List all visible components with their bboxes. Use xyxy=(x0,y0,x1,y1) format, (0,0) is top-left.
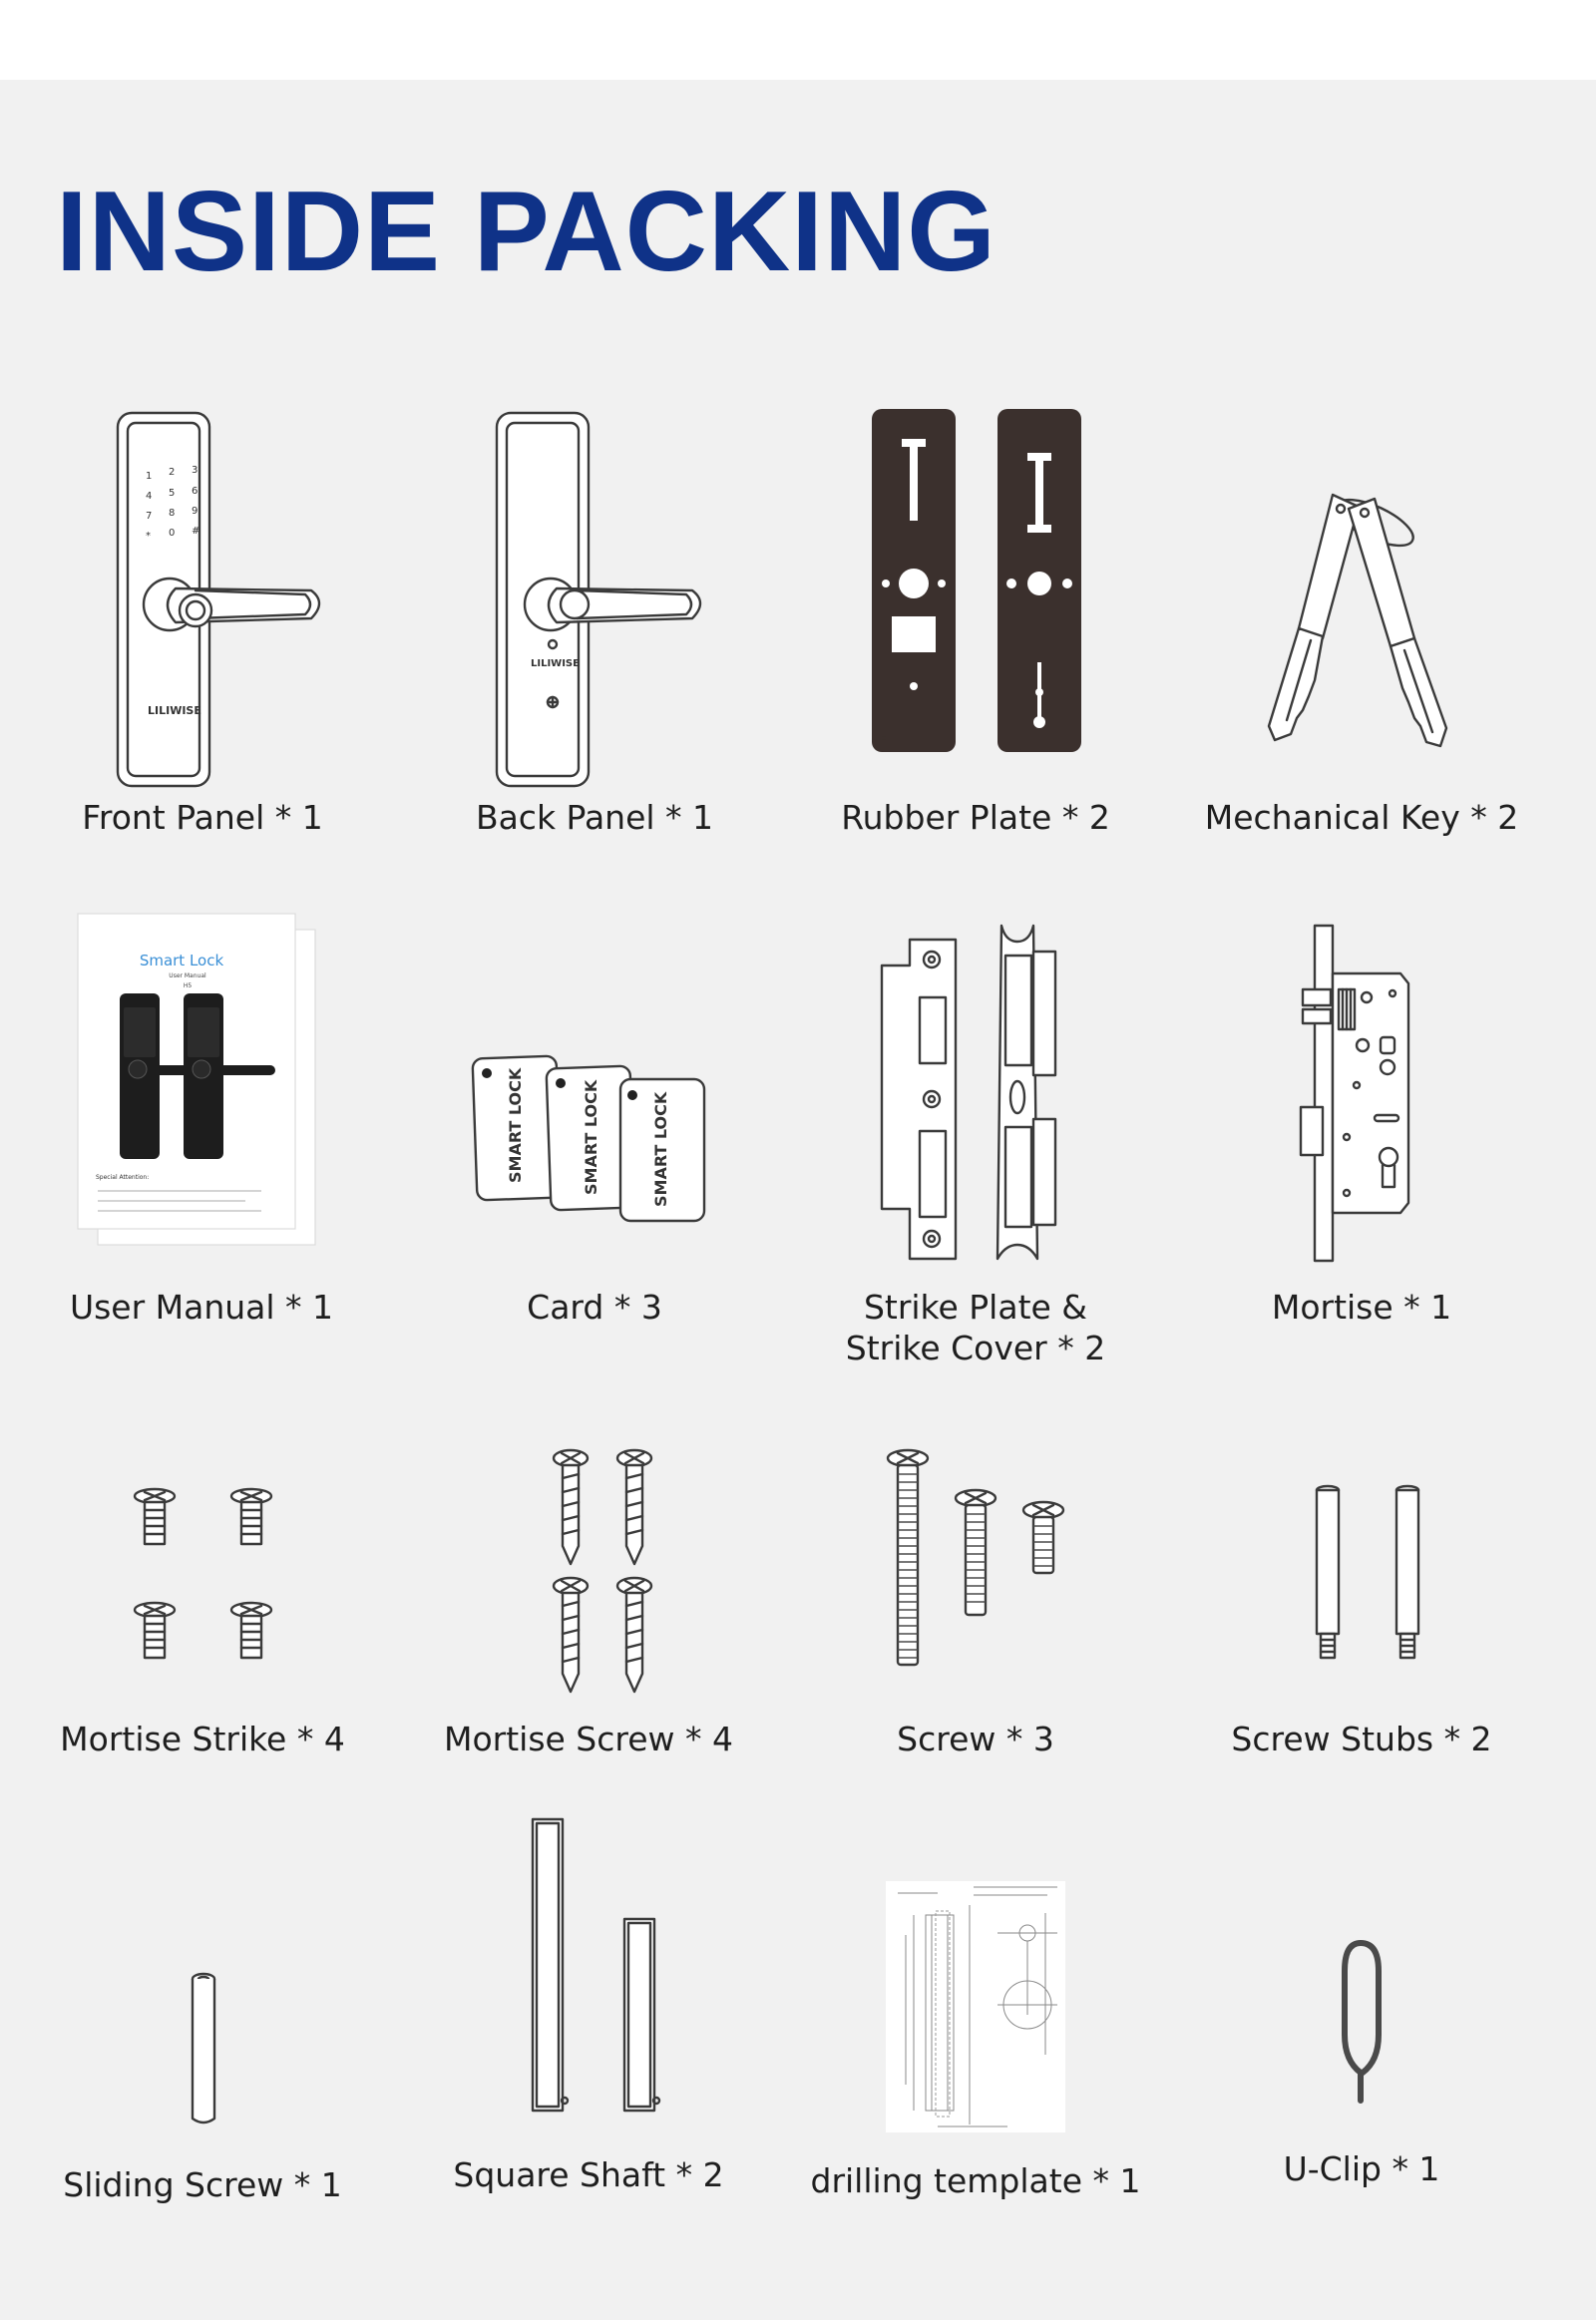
svg-text:*: * xyxy=(146,531,151,542)
svg-text:7: 7 xyxy=(146,511,153,522)
page-title: INSIDE PACKING xyxy=(56,169,997,295)
back-panel-brand: LILIWISE xyxy=(531,658,580,669)
manual-subtitle: User Manual xyxy=(169,972,206,979)
svg-text:0: 0 xyxy=(169,528,176,539)
item-label: Front Panel * 1 xyxy=(82,798,323,837)
item-label: Card * 3 xyxy=(527,1288,662,1327)
manual-model: H5 xyxy=(183,982,193,989)
item-label: Rubber Plate * 2 xyxy=(841,798,1110,837)
svg-text:#: # xyxy=(192,526,200,537)
svg-text:8: 8 xyxy=(169,508,176,519)
svg-text:4: 4 xyxy=(146,491,153,502)
item-label: Mortise * 1 xyxy=(1271,1288,1452,1327)
item-label: Screw Stubs * 2 xyxy=(1231,1720,1492,1758)
manual-title: Smart Lock xyxy=(139,952,224,969)
svg-text:SMART LOCK: SMART LOCK xyxy=(506,1067,525,1183)
item-label: U-Clip * 1 xyxy=(1283,2149,1440,2188)
svg-text:SMART LOCK: SMART LOCK xyxy=(582,1079,600,1195)
front-panel-brand: LILIWISE xyxy=(148,704,201,717)
svg-text:6: 6 xyxy=(192,486,199,497)
item-label: Back Panel * 1 xyxy=(475,798,714,837)
svg-text:9: 9 xyxy=(192,506,199,517)
item-label: Strike Plate & Strike Cover * 2 xyxy=(845,1288,1106,1367)
item-label: Square Shaft * 2 xyxy=(453,2155,724,2194)
svg-text:1: 1 xyxy=(146,471,153,482)
svg-text:2: 2 xyxy=(169,467,176,478)
svg-text:5: 5 xyxy=(169,488,176,499)
item-label: Screw * 3 xyxy=(897,1720,1054,1758)
svg-text:3: 3 xyxy=(192,465,199,476)
item-label: Mortise Screw * 4 xyxy=(443,1720,734,1758)
svg-text:SMART LOCK: SMART LOCK xyxy=(651,1091,670,1207)
item-label: Mechanical Key * 2 xyxy=(1204,798,1519,837)
item-label: Mortise Strike * 4 xyxy=(60,1720,345,1758)
item-label: Sliding Screw * 1 xyxy=(63,2165,342,2204)
item-label: User Manual * 1 xyxy=(69,1288,334,1327)
manual-notes-heading: Special Attention: xyxy=(96,1174,150,1181)
item-label: drilling template * 1 xyxy=(810,2161,1141,2200)
